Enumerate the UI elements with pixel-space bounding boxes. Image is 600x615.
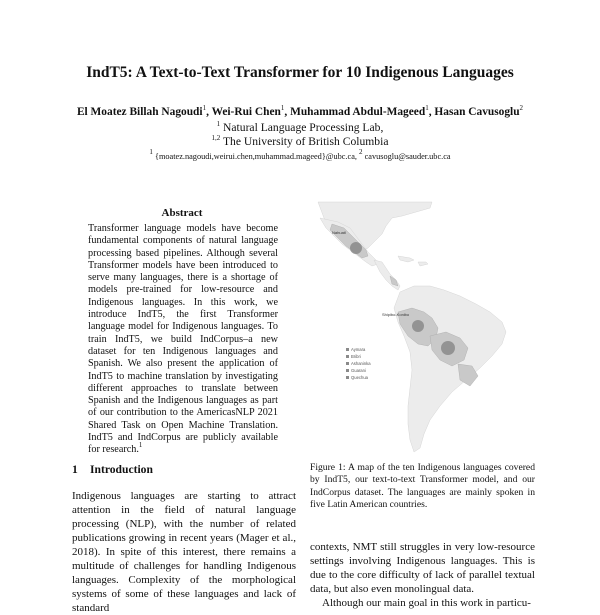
right-column-text: contexts, NMT still struggles in very low-resource settings involving Indigenous languages. This is due to the core difficulty of lack of parallel textual data, but also even monolingual data. (310, 541, 535, 595)
affiliation-line-2 (0, 135, 600, 148)
affiliation-text: The University of British Columbia (222, 135, 389, 148)
legend-entry: Ashaninka (351, 361, 371, 366)
caribbean-land (398, 256, 428, 266)
map-legend (346, 347, 371, 380)
abstract-body (88, 223, 278, 457)
affiliation-line-1 (0, 121, 600, 134)
affiliation-superscript: 1 (216, 120, 221, 128)
legend-swatch (346, 376, 349, 379)
author-superscript: 1 (280, 104, 285, 112)
aymara-marker (441, 341, 455, 355)
legend-swatch (346, 348, 349, 351)
author-name: Hasan Cavusoglu (434, 106, 520, 118)
email-list-1[interactable]: {moatez.nagoudi,weirui.chen,muhammad.mageed}@ubc.ca, (154, 152, 357, 161)
email-superscript: 1 (149, 148, 153, 156)
abstract-text: Transformer language models have become fundamental components of natural language processing based pipelines. Although several Transformer models have been introduced to serve many languages, there is a shortage of models pre-trained for low-resource and Indigenous languages. In this work, we introduce IndT5, the first Transformer language model for Indigenous languages. To train IndT5, we build IndCorpus–a new dataset for ten Indigenous languages and Spanish. We also present the application of IndT5 to machine translation by investigating different approaches to translate between Spanish and the Indigenous languages as part of our contribution to the AmericasNLP 2021 Shared Task on Open Machine Translation. IndT5 and IndCorpus are publicly available for research. (88, 223, 278, 456)
author-name: Wei-Rui Chen (211, 106, 281, 118)
nahuatl-marker (350, 242, 362, 254)
section-title: Introduction (90, 463, 153, 476)
figure-caption (310, 462, 535, 511)
author-superscript: 2 (519, 104, 524, 112)
email-list-2[interactable]: cavusoglu@sauder.ubc.ca (364, 152, 451, 161)
map-label-shipibo: Shipibo-Konibo (382, 312, 410, 317)
author-name: El Moatez Billah Nagoudi (76, 106, 203, 118)
legend-swatch (346, 362, 349, 365)
legend-entry: Guarani (351, 368, 366, 373)
author-name: Muhammad Abdul-Mageed (290, 106, 426, 118)
legend-entry: Quechua (351, 375, 368, 380)
legend-swatch (346, 369, 349, 372)
legend-swatch (346, 355, 349, 358)
introduction-text: Indigenous languages are starting to attract attention in the field of natural language processing (NLP), with the number of related publications growing in recent years (Mager et al., 2018). In spite of this interest, there remains a multitude of challenges for handling Indigenous languages. Complexity of the morphological systems of some of these languages and lack of standard (72, 490, 296, 614)
affiliation-superscript: 1,2 (211, 134, 221, 142)
author-superscript: 1 (425, 104, 429, 112)
author-emails (0, 148, 600, 161)
footnote-mark[interactable]: 1 (138, 441, 143, 450)
latin-america-map (312, 200, 532, 455)
affiliation-text: Natural Language Processing Lab, (223, 121, 384, 134)
author-superscript: 1 (202, 104, 207, 112)
abstract-heading: Abstract (161, 207, 203, 219)
section-number: 1 (72, 463, 78, 476)
shipibo-marker (412, 320, 424, 332)
introduction-body (72, 489, 296, 615)
section-heading (72, 463, 153, 476)
map-label-nahuatl: Nahuatl (332, 230, 346, 235)
legend-entry: Bribri (351, 354, 361, 359)
right-column-text: Although our main goal in this work in particu- (322, 597, 531, 609)
paper-title: IndT5: A Text-to-Text Transformer for 10 Indigenous Languages (86, 64, 514, 81)
figure-caption-text: Figure 1: A map of the ten Indigenous languages covered by IndT5, our text-to-text Transformer model, and our IndCorpus dataset. The languages are mainly spoken in five Latin American countries. (310, 462, 535, 510)
legend-entry: Aymara (351, 347, 366, 352)
email-superscript: 2 (359, 148, 363, 156)
author-list: El Moatez Billah Nagoudi$^1$, Wei-Rui Chen$^1$, Muhammad Abdul-Mageed$^1$, Hasan Cavusoglu$^2$ (76, 104, 524, 118)
